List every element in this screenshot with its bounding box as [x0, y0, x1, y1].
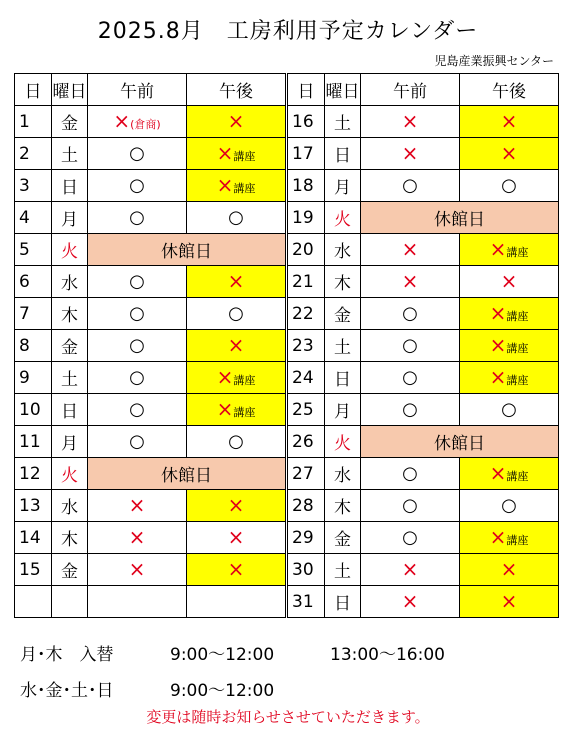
available-mark: ○ [402, 463, 418, 484]
change-notice: 変更は随時お知らせさせていただきます。 [146, 708, 430, 726]
morning-status [88, 586, 187, 618]
day-number: 3 [15, 170, 52, 202]
unavailable-mark: × [227, 268, 245, 293]
calendar-row [15, 266, 286, 298]
unavailable-mark: × [216, 364, 234, 389]
calendar-row [288, 106, 559, 138]
day-number: 16 [288, 106, 325, 138]
morning-status [361, 234, 460, 266]
afternoon-status [460, 490, 559, 522]
day-number: 29 [288, 522, 325, 554]
weekday: 木 [325, 266, 361, 298]
footer-time-morning: 9:00～12:00 [170, 681, 275, 701]
afternoon-status [460, 298, 559, 330]
afternoon-status [187, 522, 286, 554]
morning-status [88, 426, 187, 458]
lecture-note: 講座 [233, 181, 256, 195]
calendar-row [15, 394, 286, 426]
unavailable-mark: × [500, 268, 518, 293]
day-number: 28 [288, 490, 325, 522]
afternoon-status [460, 266, 559, 298]
available-mark: ○ [129, 399, 145, 420]
day-number: 14 [15, 522, 52, 554]
morning-status [88, 554, 187, 586]
unavailable-mark: × [227, 492, 245, 517]
footer-days-mon-thu: 月･木 入替 [20, 645, 114, 665]
unavailable-mark: × [489, 364, 507, 389]
calendar-row [288, 298, 559, 330]
unavailable-mark: × [500, 108, 518, 133]
header-pm: 午後 [460, 74, 559, 106]
calendar-row [15, 554, 286, 586]
weekday: 日 [325, 362, 361, 394]
morning-status [88, 106, 187, 138]
available-mark: ○ [402, 495, 418, 516]
weekday [52, 586, 88, 618]
calendar-table-left [14, 73, 286, 618]
afternoon-status [187, 298, 286, 330]
unavailable-mark: × [128, 524, 146, 549]
header-row [288, 74, 559, 106]
calendar-row [15, 362, 286, 394]
weekday: 日 [325, 138, 361, 170]
unavailable-mark: × [401, 108, 419, 133]
lecture-note: 講座 [506, 341, 529, 355]
morning-status [88, 138, 187, 170]
unavailable-mark: × [216, 140, 234, 165]
weekday: 水 [325, 458, 361, 490]
afternoon-status [187, 490, 286, 522]
unavailable-mark: × [216, 172, 234, 197]
weekday: 月 [325, 170, 361, 202]
day-number: 7 [15, 298, 52, 330]
footer-time-afternoon: 13:00～16:00 [330, 645, 445, 665]
calendar-table-right [287, 73, 559, 618]
weekday: 水 [325, 234, 361, 266]
available-mark: ○ [129, 175, 145, 196]
afternoon-status [460, 330, 559, 362]
weekday: 月 [325, 394, 361, 426]
unavailable-mark: × [128, 492, 146, 517]
weekday: 金 [52, 554, 88, 586]
morning-status [88, 298, 187, 330]
afternoon-status [460, 234, 559, 266]
morning-status [361, 586, 460, 618]
morning-status [361, 170, 460, 202]
weekday: 日 [325, 586, 361, 618]
weekday: 火 [325, 426, 361, 458]
available-mark: ○ [402, 335, 418, 356]
calendar-row [288, 394, 559, 426]
lecture-note: 講座 [506, 309, 529, 323]
morning-status [361, 362, 460, 394]
calendar-body-left [15, 106, 286, 618]
afternoon-status [460, 458, 559, 490]
unavailable-mark: × [500, 588, 518, 613]
weekday: 日 [52, 170, 88, 202]
afternoon-status [460, 394, 559, 426]
weekday: 日 [52, 394, 88, 426]
weekday: 水 [52, 266, 88, 298]
unavailable-mark: × [227, 108, 245, 133]
calendar-row [15, 330, 286, 362]
afternoon-status [460, 138, 559, 170]
lecture-note: 講座 [506, 245, 529, 259]
weekday: 火 [325, 202, 361, 234]
lecture-note: 講座 [506, 533, 529, 547]
day-number: 23 [288, 330, 325, 362]
calendar-row [15, 458, 286, 490]
calendar-row [288, 234, 559, 266]
weekday: 土 [325, 330, 361, 362]
header-pm: 午後 [187, 74, 286, 106]
weekday: 月 [52, 426, 88, 458]
day-number: 31 [288, 586, 325, 618]
afternoon-status [187, 554, 286, 586]
available-mark: ○ [501, 175, 517, 196]
day-number: 26 [288, 426, 325, 458]
available-mark: ○ [228, 303, 244, 324]
unavailable-mark: × [113, 108, 131, 133]
morning-status [88, 170, 187, 202]
lecture-note: 講座 [233, 373, 256, 387]
day-number: 19 [288, 202, 325, 234]
unavailable-mark: × [489, 300, 507, 325]
available-mark: ○ [501, 399, 517, 420]
weekday: 火 [52, 458, 88, 490]
calendar-row [15, 202, 286, 234]
day-number: 9 [15, 362, 52, 394]
afternoon-status [460, 586, 559, 618]
day-number: 12 [15, 458, 52, 490]
day-number: 1 [15, 106, 52, 138]
day-number: 24 [288, 362, 325, 394]
calendar-row [288, 426, 559, 458]
unavailable-mark: × [128, 556, 146, 581]
weekday: 木 [52, 298, 88, 330]
morning-status [361, 458, 460, 490]
weekday: 月 [52, 202, 88, 234]
morning-status [88, 266, 187, 298]
calendar-body-right [288, 106, 559, 618]
unavailable-mark: × [401, 268, 419, 293]
morning-status [361, 522, 460, 554]
closed-day-cell: 休館日 [88, 458, 286, 490]
day-number: 13 [15, 490, 52, 522]
weekday: 木 [52, 522, 88, 554]
morning-status [88, 394, 187, 426]
unavailable-mark: × [489, 460, 507, 485]
weekday: 金 [325, 298, 361, 330]
unavailable-mark: × [401, 556, 419, 581]
available-mark: ○ [402, 175, 418, 196]
afternoon-status [187, 106, 286, 138]
unavailable-mark: × [401, 588, 419, 613]
closed-day-cell: 休館日 [361, 426, 559, 458]
footer-line-2 [20, 676, 274, 701]
available-mark: ○ [402, 303, 418, 324]
unavailable-mark: × [216, 396, 234, 421]
weekday: 木 [325, 490, 361, 522]
day-number: 21 [288, 266, 325, 298]
calendar-row [288, 458, 559, 490]
calendar-row [15, 490, 286, 522]
morning-status [88, 330, 187, 362]
weekday: 金 [52, 330, 88, 362]
unavailable-mark: × [489, 332, 507, 357]
weekday: 水 [52, 490, 88, 522]
morning-status [361, 330, 460, 362]
calendar-row [288, 330, 559, 362]
calendar-row [288, 266, 559, 298]
weekday: 金 [52, 106, 88, 138]
header-am: 午前 [88, 74, 187, 106]
morning-status [361, 298, 460, 330]
available-mark: ○ [228, 431, 244, 452]
day-number [15, 586, 52, 618]
morning-status [361, 394, 460, 426]
unavailable-mark: × [489, 236, 507, 261]
day-number: 10 [15, 394, 52, 426]
lecture-note: 講座 [506, 469, 529, 483]
afternoon-status [187, 586, 286, 618]
afternoon-status [187, 170, 286, 202]
afternoon-status [187, 202, 286, 234]
unavailable-mark: × [227, 524, 245, 549]
unavailable-mark: × [500, 140, 518, 165]
afternoon-status [460, 554, 559, 586]
day-number: 15 [15, 554, 52, 586]
header-day: 日 [15, 74, 52, 106]
morning-status [361, 266, 460, 298]
organization-name: 児島産業振興センター [434, 54, 554, 68]
unavailable-mark: × [401, 236, 419, 261]
calendar-row [288, 586, 559, 618]
available-mark: ○ [228, 207, 244, 228]
calendar-row [15, 234, 286, 266]
footer-line-1 [20, 640, 445, 665]
calendar-row [288, 554, 559, 586]
available-mark: ○ [129, 303, 145, 324]
header-day: 日 [288, 74, 325, 106]
calendar-row [15, 170, 286, 202]
afternoon-status [460, 522, 559, 554]
available-mark: ○ [402, 527, 418, 548]
weekday: 火 [52, 234, 88, 266]
lecture-note: 講座 [233, 149, 256, 163]
day-number: 22 [288, 298, 325, 330]
footer-days-wed-sun: 水･金･土･日 [20, 681, 114, 701]
morning-status [361, 554, 460, 586]
available-mark: ○ [501, 495, 517, 516]
closed-day-cell: 休館日 [361, 202, 559, 234]
afternoon-status [187, 426, 286, 458]
afternoon-status [187, 138, 286, 170]
calendar-row [15, 522, 286, 554]
closed-day-cell: 休館日 [88, 234, 286, 266]
afternoon-status [187, 362, 286, 394]
header-weekday: 曜日 [52, 74, 88, 106]
day-number: 5 [15, 234, 52, 266]
header-am: 午前 [361, 74, 460, 106]
calendar-row [288, 138, 559, 170]
weekday: 土 [325, 554, 361, 586]
available-mark: ○ [129, 431, 145, 452]
booking-note: (倉商) [130, 117, 161, 131]
afternoon-status [460, 106, 559, 138]
available-mark: ○ [129, 367, 145, 388]
weekday: 金 [325, 522, 361, 554]
morning-status [88, 202, 187, 234]
day-number: 25 [288, 394, 325, 426]
morning-status [88, 522, 187, 554]
afternoon-status [460, 362, 559, 394]
header-row [15, 74, 286, 106]
lecture-note: 講座 [233, 405, 256, 419]
header-weekday: 曜日 [325, 74, 361, 106]
lecture-note: 講座 [506, 373, 529, 387]
day-number: 18 [288, 170, 325, 202]
weekday: 土 [325, 106, 361, 138]
unavailable-mark: × [227, 332, 245, 357]
calendar-row [15, 106, 286, 138]
calendar-row [15, 298, 286, 330]
unavailable-mark: × [489, 524, 507, 549]
available-mark: ○ [402, 367, 418, 388]
calendar-row [288, 362, 559, 394]
morning-status [361, 106, 460, 138]
day-number: 8 [15, 330, 52, 362]
unavailable-mark: × [401, 140, 419, 165]
footer-time-morning: 9:00～12:00 [170, 645, 275, 665]
calendar-row [15, 138, 286, 170]
day-number: 27 [288, 458, 325, 490]
unavailable-mark: × [227, 556, 245, 581]
calendar-row [288, 170, 559, 202]
afternoon-status [187, 394, 286, 426]
day-number: 6 [15, 266, 52, 298]
weekday: 土 [52, 138, 88, 170]
available-mark: ○ [129, 207, 145, 228]
available-mark: ○ [129, 143, 145, 164]
day-number: 30 [288, 554, 325, 586]
day-number: 2 [15, 138, 52, 170]
morning-status [88, 362, 187, 394]
afternoon-status [460, 170, 559, 202]
morning-status [361, 138, 460, 170]
available-mark: ○ [402, 399, 418, 420]
calendar-row [15, 586, 286, 618]
unavailable-mark: × [500, 556, 518, 581]
morning-status [361, 490, 460, 522]
day-number: 4 [15, 202, 52, 234]
calendar-row [288, 202, 559, 234]
afternoon-status [187, 330, 286, 362]
calendar-row [288, 490, 559, 522]
day-number: 11 [15, 426, 52, 458]
page-title: 2025.8月 工房利用予定カレンダー [97, 19, 479, 44]
morning-status [88, 490, 187, 522]
weekday: 土 [52, 362, 88, 394]
available-mark: ○ [129, 335, 145, 356]
calendar-row [15, 426, 286, 458]
calendar-row [288, 522, 559, 554]
afternoon-status [187, 266, 286, 298]
day-number: 20 [288, 234, 325, 266]
available-mark: ○ [129, 271, 145, 292]
day-number: 17 [288, 138, 325, 170]
